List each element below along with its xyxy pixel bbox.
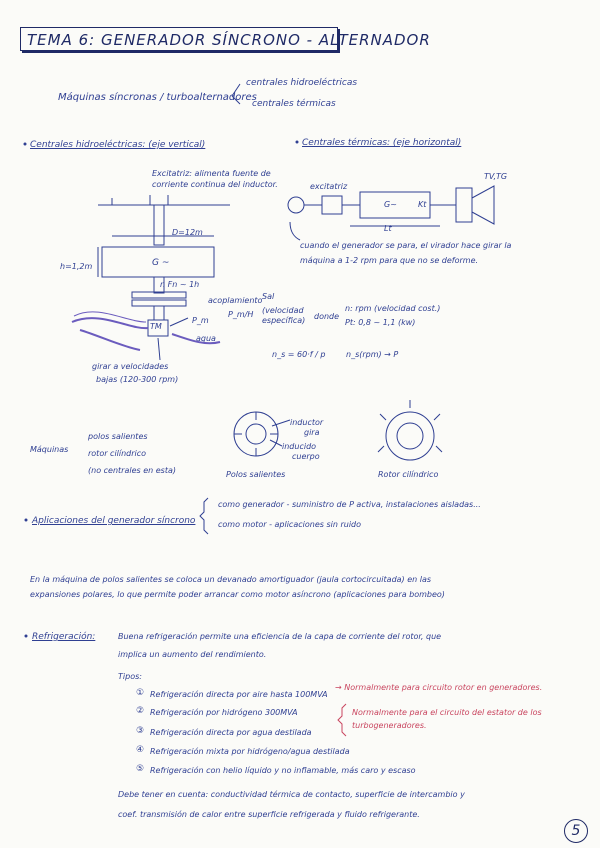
hydro-lower-shaft: [154, 277, 164, 293]
thermal-generator-box: [360, 192, 430, 218]
cyl-stator: [386, 412, 434, 460]
hydro-heading: Centrales hidroeléctricas: (eje vertical): [30, 140, 206, 150]
thermal-exciter: excitatriz: [310, 182, 348, 191]
diagram-cylindrical-caption: Rotor cilíndrico: [378, 470, 439, 479]
thermal-turbines: TV,TG: [484, 172, 508, 181]
thermal-generator: G~: [384, 200, 397, 209]
page-number: 5: [564, 819, 588, 843]
refrigeration-type-1-note: → Normalmente para circuito rotor en generadores.: [335, 683, 543, 692]
diagram-salient-caption: Polos salientes: [226, 470, 286, 479]
refrigeration-tipos: Tipos:: [118, 672, 142, 681]
intro-subject: Máquinas síncronas / turboalternadores: [58, 92, 257, 103]
cyl-rotor: [397, 423, 423, 449]
hydro-excitatriz-note: Excitatriz: alimenta fuente de corriente continua del inductor.: [152, 169, 278, 189]
refrigeration-type-23-note: Normalmente para el circuito del estator de los turbogeneradores.: [352, 708, 542, 730]
thermal-exciter-circle: [288, 197, 304, 213]
hydro-p-def: Pt: 0,8 ~ 1,1 (kw): [345, 318, 416, 327]
hydro-coupling-flange-2: [132, 300, 186, 306]
thermal-exciter-box: [322, 196, 342, 214]
machines-label: Máquinas: [30, 445, 69, 454]
hydro-diameter: D=12m: [172, 228, 203, 237]
refrigeration-num-5: ⑤: [136, 764, 145, 774]
refrigeration-type-1: Refrigeración directa por aire hasta 100MVA: [150, 690, 328, 699]
hydro-pm: P_m: [192, 316, 209, 325]
hydro-exciter-stub: [112, 195, 168, 205]
hydro-height: h=1,2m: [60, 262, 93, 271]
hydro-donde: donde: [314, 312, 340, 321]
hydro-arrow-to-text: [158, 318, 188, 360]
applications-heading: Aplicaciones del generador síncrono: [32, 516, 196, 526]
page-title: TEMA 6: GENERADOR SÍNCRONO - ALTERNADOR: [20, 27, 338, 51]
applications-motor: como motor - aplicaciones sin ruido: [218, 520, 362, 529]
diagram-inducido: inducido: [282, 442, 317, 451]
hydro-sal: Sal: [262, 292, 275, 301]
hydro-turbine-box: [148, 320, 168, 336]
hydro-agua: agua: [196, 334, 216, 343]
thermal-note: cuando el generador se para, el virador hace girar la máquina a 1-2 rpm para que no se deforme.: [300, 241, 512, 265]
refrigeration-tail-1: Debe tener en cuenta: conductividad térmica de contacto, superficie de intercambio y: [118, 790, 465, 799]
thermal-heading: Centrales térmicas: (eje horizontal): [302, 138, 462, 148]
hydro-generator-box: [102, 247, 214, 277]
thermal-turbine-box: [456, 188, 472, 222]
hydro-n-def: n: rpm (velocidad cost.): [345, 304, 441, 313]
thermal-lt: Lt: [384, 224, 392, 233]
refrigeration-type-4: Refrigeración mixta por hidrógeno/agua destilada: [150, 747, 350, 756]
hydro-generator-label: G ~: [152, 258, 170, 268]
hydro-turbine: TM: [150, 322, 162, 331]
thermal-kt: Kt: [418, 200, 427, 209]
hydro-relation: n_s = 60·f / p: [272, 350, 326, 359]
machines-note: (no centrales en esta): [88, 466, 176, 475]
hydro-bajas: bajas (120-300 rpm): [96, 375, 179, 384]
refrigeration-line2: implica un aumento del rendimiento.: [118, 650, 267, 659]
refrigeration-num-2: ②: [136, 706, 145, 716]
bullet-thermal: [296, 141, 298, 143]
hydro-girar: girar a velocidades: [92, 362, 169, 371]
refrigeration-tail-2: coef. transmisión de calor entre superficie refrigerada y fluido refrigerante.: [118, 810, 420, 819]
refrigeration-heading: Refrigeración:: [32, 632, 96, 642]
refrigeration-brace: [338, 704, 346, 736]
salient-leaders: [270, 420, 290, 446]
hydro-velocity: (velocidad específica): [262, 306, 306, 325]
refrigeration-num-1: ①: [136, 688, 145, 698]
hydro-upper-shaft: [154, 205, 164, 245]
hydro-coupling: acoplamiento: [208, 296, 263, 305]
bullet-hydro: [24, 143, 26, 145]
damper-paragraph-line2: expansiones polares, lo que permite poder arrancar como motor asíncrono (aplicaciones para bombeo): [30, 590, 445, 599]
intro-branch-hydro: centrales hidroeléctricas: [246, 78, 358, 88]
damper-paragraph-line1: En la máquina de polos salientes se coloca un devanado amortiguador (jaula cortocircuitada) en las: [30, 575, 432, 584]
applications-generator: como generador - suministro de P activa, instalaciones aisladas...: [218, 500, 481, 509]
hydro-relation-2: n_s(rpm) → P: [346, 350, 399, 359]
refrigeration-type-2: Refrigeración por hidrógeno 300MVA: [150, 708, 298, 717]
hydro-turbine-shaft: [154, 306, 164, 320]
refrigeration-num-3: ③: [136, 726, 145, 736]
machines-cylindrical: rotor cilíndrico: [88, 449, 147, 458]
hydro-water-flow: [72, 318, 220, 350]
hydro-fraction: P_m/H: [228, 310, 254, 319]
refrigeration-num-4: ④: [136, 745, 145, 755]
intro-brace: [232, 84, 240, 104]
refrigeration-type-3: Refrigeración directa por agua destilada: [150, 728, 312, 737]
thermal-bracket: [290, 222, 300, 240]
intro-branch-thermal: centrales térmicas: [252, 99, 336, 109]
thermal-turbine-cone: [472, 186, 494, 224]
salient-rotor: [246, 424, 266, 444]
hydro-speed: n Fn ~ 1h: [160, 280, 200, 289]
diagram-inductor: inductor: [290, 418, 324, 427]
bullet-applications: [25, 519, 27, 521]
refrigeration-line1: Buena refrigeración permite una eficiencia de la capa de corriente del rotor, que: [118, 632, 442, 641]
applications-brace: [200, 498, 208, 534]
bullet-refrigeration: [25, 635, 27, 637]
machines-salient: polos salientes: [88, 432, 148, 441]
diagram-cuerpo: cuerpo: [292, 452, 320, 461]
refrigeration-type-5: Refrigeración con helio líquido y no inflamable, más caro y escaso: [150, 766, 416, 775]
diagram-gira: gira: [304, 428, 320, 437]
